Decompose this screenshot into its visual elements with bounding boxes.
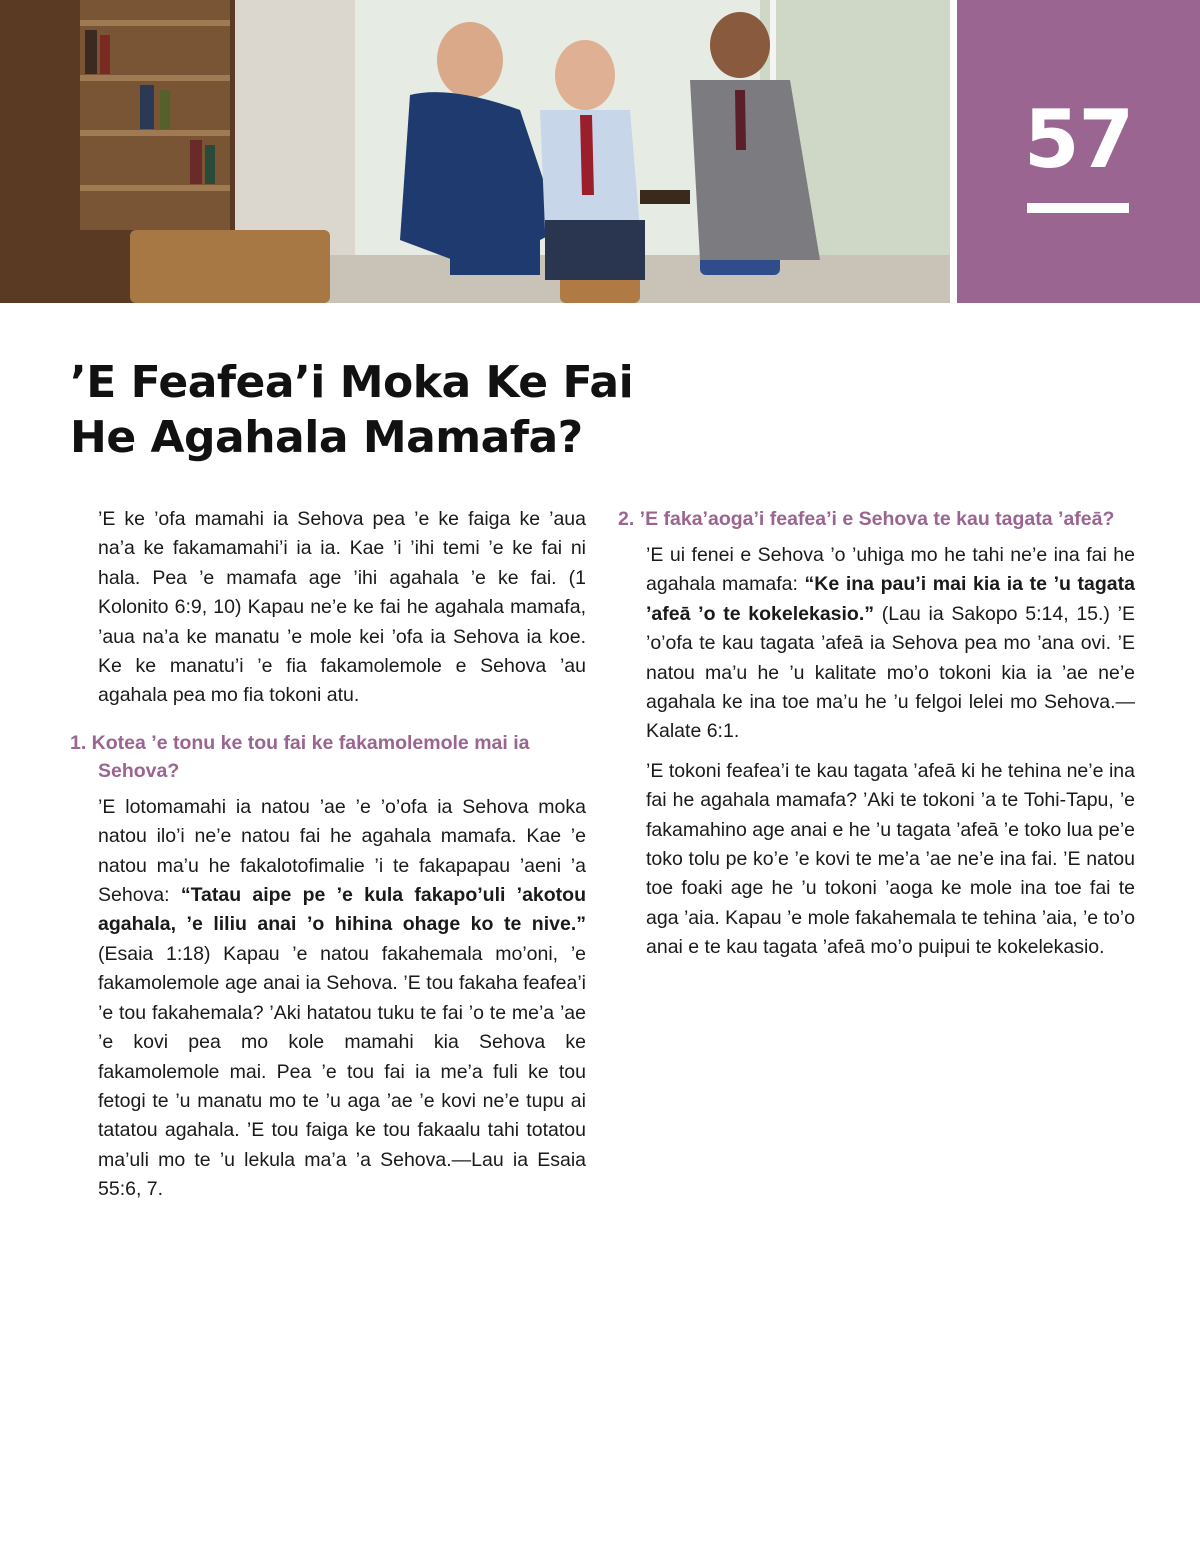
section-1-quote: “Tatau aipe pe ’e kula fakapo’uli ’akotou agahala, ’e liliu anai ’o hihina ohage ko te nive.”	[98, 884, 586, 936]
right-column	[618, 505, 1135, 973]
section-2-text-start: ’E ui fenei e Sehova ’o ’uhiga mo he tahi ne’e ina fai he agahala mamafa:	[646, 544, 1135, 596]
page-title: ’E Feafea’i Moka Ke Fai He Agahala Mamafa?	[70, 357, 634, 463]
lesson-number: 57	[1023, 93, 1134, 186]
section-2-paragraph-2: ’E tokoni feafea’i te kau tagata ’afeā ki he tehina ne’e ina fai he agahala mamafa? ’Aki te tokoni ’a te Tohi-Tapu, ’e fakamahino age anai e he ’u tagata ’afeā ’e toko lua pe’e toko tolu pe ko’e ’e kovi te me’a ’ae ne’e ina fai. ’E natou toe foaki age he ’u tokoni ’aoga ke mole ina toe fai te aga ’aia. Kapau ’e mole fakahemala te tehina ’aia, ’e to’o anai e te kau tagata ’afeā mo’o puipui te kokelekasio.	[646, 759, 1135, 959]
header-photo	[0, 0, 950, 303]
section-1-heading: 1. Kotea ’e tonu ke tou fai ke fakamolemole mai ia Sehova?	[70, 731, 530, 782]
section-1-paragraph	[70, 793, 586, 1205]
left-column	[70, 505, 586, 1215]
section-1-text-end: (Esaia 1:18) Kapau ’e natou fakahemala mo’oni, ’e fakamolemole age anai ia Sehova. ’E tou fakaha feafea’i ’e tou fakahemala? ’Aki hatatou tuku te fai ’o te me’a ’ae ’e kovi pea mo kole mamahi kia Sehova ke fakamolemole mai. Pea ’e tou fai ia me’a fuli ke tou fetogi te ’u manatu mo te ’u aga ’ae ’e kovi ne’e tupu ai tatatou agahala. ’E tou faiga ke tou fakaalu tahi totatou ma’uli mo te ’u lekula ma’a ’a Sehova.—Lau ia Esaia 55:6, 7.	[98, 942, 586, 1201]
photo-elders-counseling-icon	[0, 0, 950, 303]
intro-paragraph: ’E ke ’ofa mamahi ia Sehova pea ’e ke faiga ke ’aua na’a ke fakamamahi’i ia ia. Kae ’i ’ihi temi ’e ke fai ni hala. Pea ’e mamafa age ’ihi agahala ’e ke fai. (1 Kolonito 6:9, 10) Kapau ne’e ke fai he agahala mamafa, ’aua na’a ke manatu ’e mole kei ’ofa ia Sehova ia koe. Ke ke manatu’i ’e fia fakamolemole e Sehova ’au agahala pea mo fia tokoni atu.	[98, 508, 586, 707]
lesson-number-box	[957, 0, 1200, 303]
section-2-quote: “Ke ina pau’i mai kia ia te ’u tagata ’afeā ’o te kokelekasio.”	[646, 573, 1135, 625]
section-2-text-end: (Lau ia Sakopo 5:14, 15.) ’E ’o’ofa te kau tagata ’afeā ia Sehova pea mo ’ana ovi. ’E natou ma’u he ’u kalitate mo’o tokoni kia ia ’ae ne’e agahala ke ina toe ma’u he ’u felgoi lelei mo Sehova.—Kalate 6:1.	[646, 602, 1135, 743]
section-2-heading: 2. ’E faka’aoga’i feafea’i e Sehova te kau tagata ’afeā?	[618, 508, 1115, 530]
section-1-text-start: ’E lotomamahi ia natou ’ae ’e ’o’ofa ia Sehova moka natou ilo’i ne’e natou fai he agahala mamafa. Kae ’e natou ma’u he fakalotofimalie ’i te fakapapau ’aeni ’a Sehova:	[98, 795, 586, 907]
section-2-paragraph-1	[618, 541, 1135, 747]
lesson-number-underline	[1027, 203, 1129, 213]
